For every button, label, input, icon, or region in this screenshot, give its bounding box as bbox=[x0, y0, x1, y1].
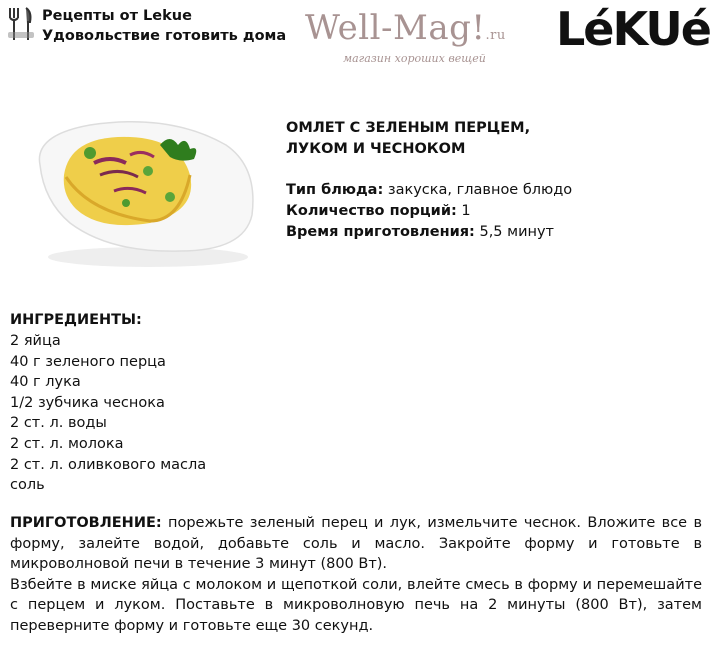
ingredient-item: 2 яйца bbox=[10, 333, 61, 349]
ingredient-item: 40 г зеленого перца bbox=[10, 353, 166, 370]
wellmag-logo-ru: .ru bbox=[485, 28, 506, 43]
ingredient-item: соль bbox=[10, 477, 45, 494]
dish-type-value: закуска, главное блюдо bbox=[383, 182, 573, 198]
ingredient-item: 2 ст. л. молока bbox=[10, 435, 124, 452]
chef-utensils-icon bbox=[6, 6, 36, 42]
ingredient-item: 2 ст. л. воды bbox=[10, 415, 107, 432]
ingredients-heading: ИНГРЕДИЕНТЫ: bbox=[10, 312, 142, 328]
site-title-line1: Рецепты от Lekue bbox=[42, 8, 192, 24]
ingredient-item: 1/2 зубчика чеснока bbox=[10, 394, 165, 411]
preparation-section bbox=[10, 513, 702, 637]
site-header bbox=[6, 6, 286, 46]
servings-value: 1 bbox=[456, 203, 471, 219]
dish-type-row bbox=[286, 180, 572, 201]
wellmag-logo-name: Well-Mag!.ru bbox=[305, 8, 506, 48]
preparation-heading: ПРИГОТОВЛЕНИЕ: bbox=[10, 515, 162, 531]
recipe-info bbox=[286, 118, 572, 243]
wellmag-logo[interactable] bbox=[305, 8, 515, 65]
preparation-paragraph-1 bbox=[10, 513, 702, 575]
omelette-photo bbox=[30, 105, 262, 275]
preparation-paragraph-2: Взбейте в миске яйца с молоком и щепоткой соли, влейте смесь в форму и перемешайте с перцем и луком. Поставьте в микроволновую печь на 2 минуты (800 Вт), затем переверните форму и готовьте еще 30 секунд. bbox=[10, 576, 702, 634]
ingredients-section bbox=[10, 310, 206, 496]
servings-label: Количество порций: bbox=[286, 203, 457, 219]
site-title-line2: Удовольствие готовить дома bbox=[42, 28, 287, 44]
preparation-text-1: порежьте зеленый перец и лук, измельчите чеснок. Вложите все в форму, залейте водой, добавьте соль и масло. Закройте форму и готовьте в микроволновой печи в течение 3 минут (800 Вт). bbox=[10, 515, 702, 573]
lekue-logo[interactable]: LéKUé bbox=[556, 2, 710, 56]
ingredient-item: 2 ст. л. оливкового масла bbox=[10, 456, 207, 473]
time-value: 5,5 минут bbox=[474, 224, 555, 240]
time-row bbox=[286, 222, 572, 243]
time-label: Время приготовления: bbox=[286, 224, 475, 240]
dish-type-label: Тип блюда: bbox=[286, 182, 384, 198]
wellmag-logo-tagline: магазин хороших вещей bbox=[343, 52, 486, 65]
ingredient-item: 40 г лука bbox=[10, 374, 81, 391]
servings-row bbox=[286, 201, 572, 222]
site-titles bbox=[42, 6, 286, 46]
recipe-title: ОМЛЕТ С ЗЕЛЕНЫМ ПЕРЦЕМ, ЛУКОМ И ЧЕСНОКОМ bbox=[286, 120, 531, 157]
